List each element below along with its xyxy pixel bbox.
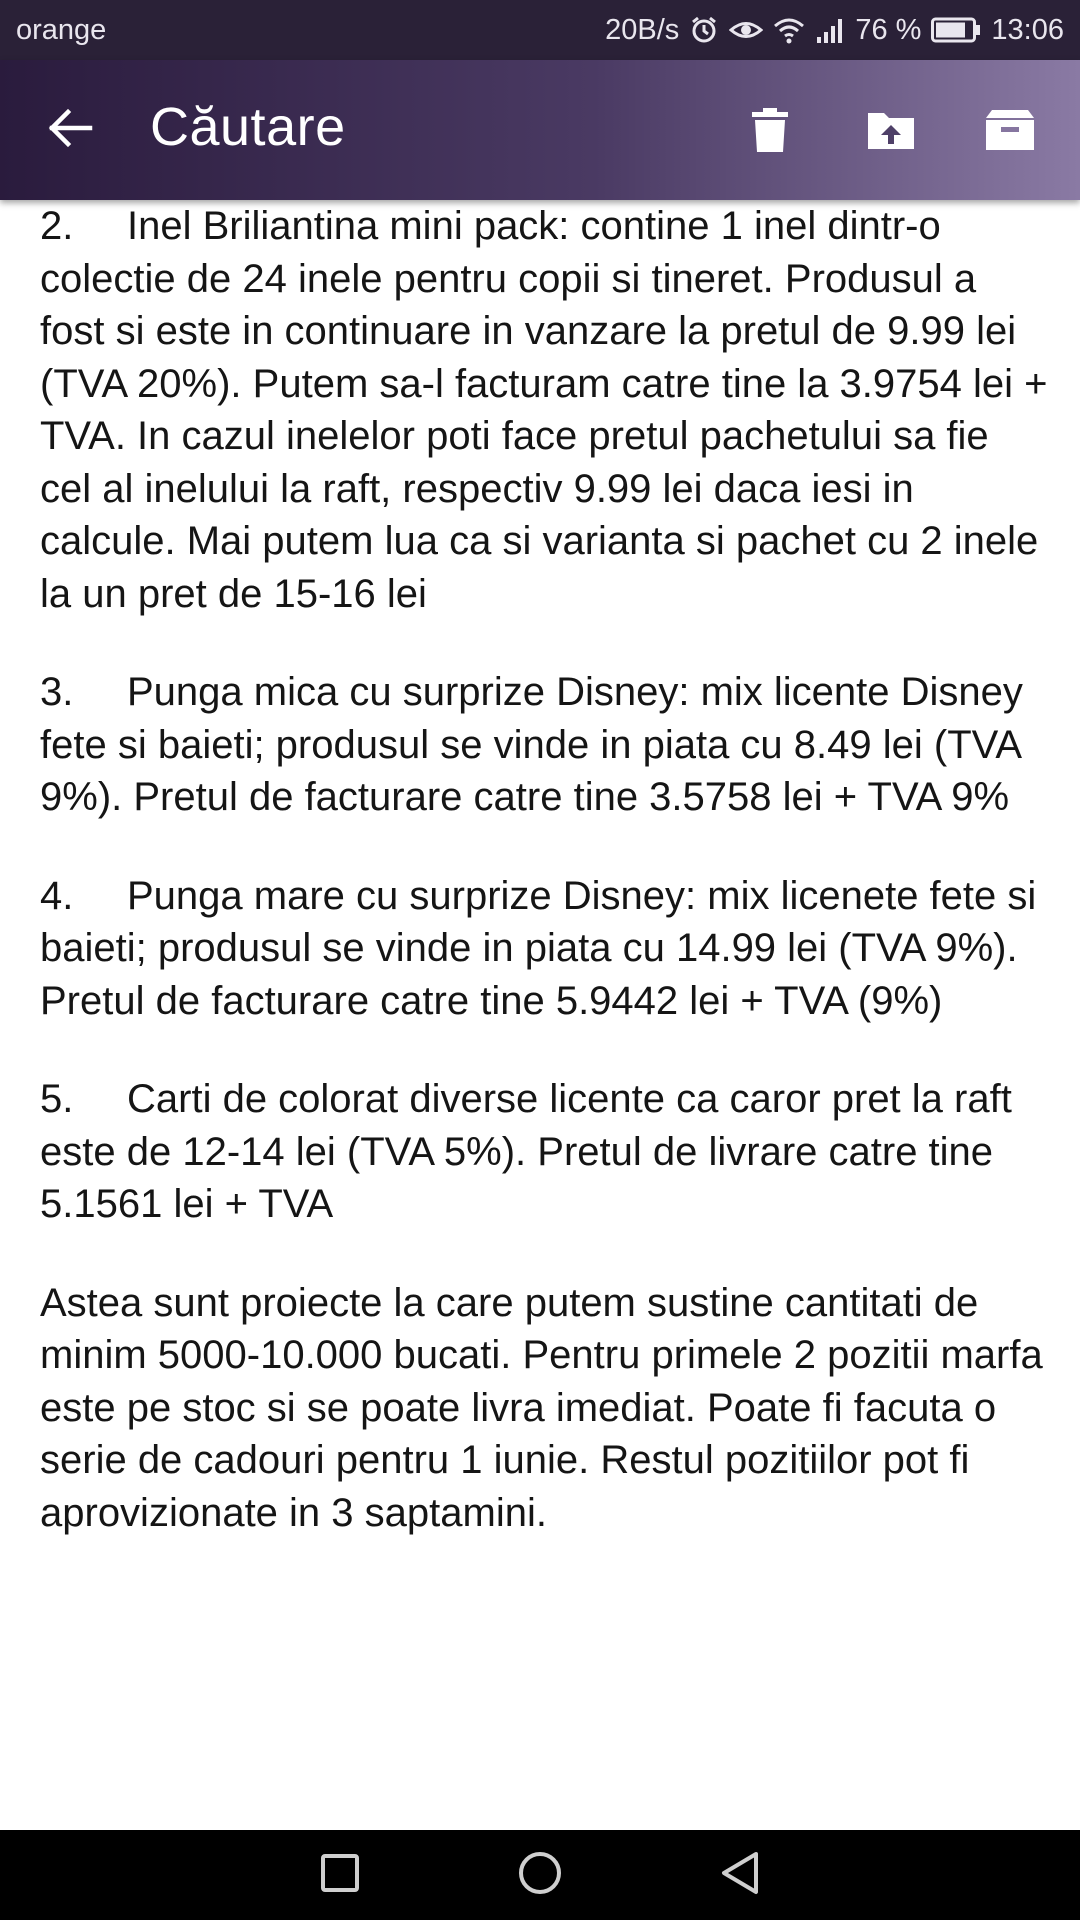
- closing-paragraph: Astea sunt proiecte la care putem sustine cantitati de minim 5000-10.000 bucati. Pentru primele 2 pozitii marfa este pe stoc si se poate livra imediat. Poate fi facuta o serie de cadouri pentru 1 iunie. Restul pozitiilor pot fi aprovizionate in 3 saptamini.: [40, 1280, 1043, 1535]
- square-icon: [320, 1853, 360, 1898]
- navigation-bar: [0, 1830, 1080, 1920]
- archive-icon: [986, 110, 1034, 155]
- app-bar: [0, 60, 1080, 200]
- status-indicators: [605, 14, 1064, 47]
- list-item: [40, 200, 1050, 620]
- signal-icon: [815, 15, 845, 45]
- list-item: [40, 870, 1050, 1028]
- list-item: [40, 666, 1050, 824]
- battery-icon: [931, 17, 981, 43]
- alarm-icon: [689, 15, 719, 45]
- archive-button[interactable]: [978, 100, 1042, 164]
- net-speed: 20B/s: [605, 13, 680, 46]
- carrier-label: orange: [16, 13, 107, 46]
- back-button[interactable]: [40, 100, 100, 160]
- recents-button[interactable]: [310, 1845, 370, 1905]
- list-number: 2.: [40, 204, 74, 248]
- list-number: 5.: [40, 1077, 74, 1121]
- arrow-left-icon: [46, 108, 94, 153]
- list-text: Punga mare cu surprize Disney: mix licenete fete si baieti; produsul se vinde in piata cu 14.99 lei (TVA 9%). Pretul de facturare catre tine 5.9442 lei + TVA (9%): [40, 873, 1037, 1023]
- move-to-folder-button[interactable]: [859, 100, 923, 164]
- folder-upload-icon: [866, 109, 916, 156]
- clock-time: 13:06: [991, 13, 1064, 46]
- list-text: Punga mica cu surprize Disney: mix licente Disney fete si baieti; produsul se vinde in piata cu 8.49 lei (TVA 9%). Pretul de facturare catre tine 3.5758 lei + TVA 9%: [40, 670, 1023, 819]
- trash-icon: [750, 108, 790, 157]
- home-button[interactable]: [510, 1845, 570, 1905]
- page-title: Căutare: [150, 97, 346, 157]
- triangle-back-icon: [720, 1851, 760, 1900]
- back-nav-button[interactable]: [710, 1845, 770, 1905]
- message-body: [40, 200, 1050, 1539]
- list-text: Inel Briliantina mini pack: contine 1 inel dintr-o colectie de 24 inele pentru copii si tineret. Produsul a fost si este in continuare in vanzare la pretul de 9.99 lei (TVA 20%). Putem sa-l facturam catre tine la 3.9754 lei + TVA. In cazul inelelor poti face pretul pachetului sa fie cel al inelului la raft, respectiv 9.99 lei daca iesi in calcule. Mai putem lua ca si varianta si pachet cu 2 inele la un pret de 15-16 lei: [40, 204, 1048, 616]
- status-bar: [0, 0, 1080, 60]
- list-number: 3.: [40, 670, 74, 714]
- eye-icon: [729, 15, 763, 45]
- list-number: 4.: [40, 873, 74, 918]
- wifi-icon: [773, 15, 805, 45]
- delete-button[interactable]: [738, 100, 802, 164]
- battery-percent: 76 %: [855, 13, 922, 46]
- circle-icon: [518, 1851, 562, 1900]
- list-text: Carti de colorat diverse licente ca caror pret la raft este de 12-14 lei (TVA 5%). Pretul de livrare catre tine 5.1561 lei + TVA: [40, 1077, 1012, 1226]
- list-item: [40, 1073, 1050, 1231]
